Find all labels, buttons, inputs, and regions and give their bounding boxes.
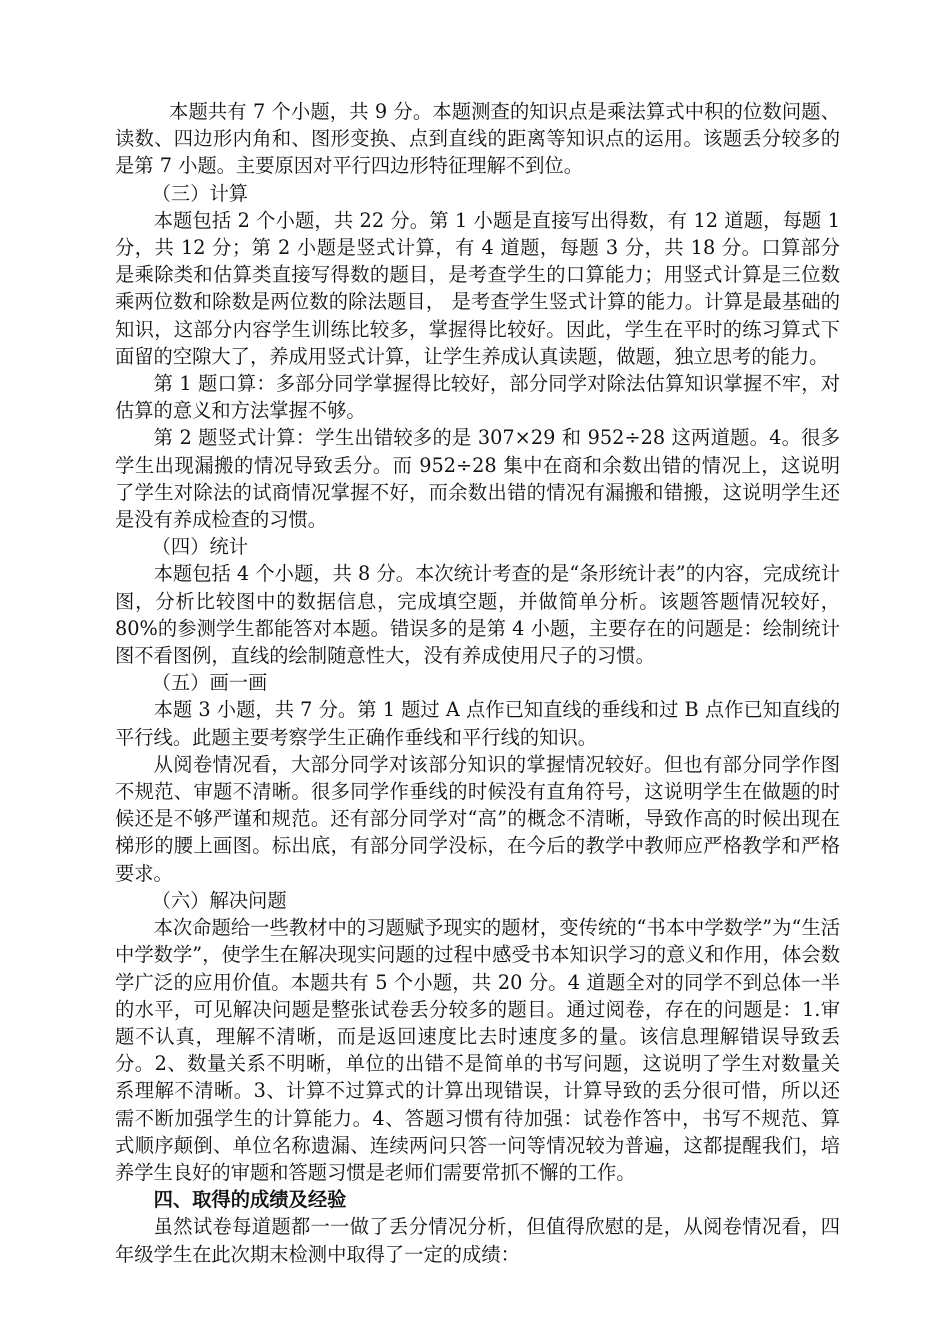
section-heading-drawing: （五）画一画 [151,671,268,695]
part-four-heading: 四、取得的成绩及经验 [153,1188,347,1212]
calculation-paragraph-vertical: 第 2 题竖式计算：学生出错较多的是 307×29 和 952÷28 这两道题。4。很多学生出现漏搬的情况导致丢分。而 952÷28 集中在商和余数出错的情况上，这说明了学生对除法的试商情况掌握不好，而余数出错的情况有漏搬和错搬，这说明学生还是没有养成检查的习惯。 [115,426,840,532]
section-heading-calculation: （三）计算 [151,181,249,205]
statistics-paragraph: 本题包括 4 个小题，共 8 分。本次统计考查的是“条形统计表”的内容，完成统计图，分析比较图中的数据信息，完成填空题，并做简单分析。该题答题情况较好，80%的参测学生都能答对本题。错误多的是第 4 小题，主要存在的问题是：绘制统计图不看图例，直线的绘制随意性大，没有养成使用尺子的习惯。 [115,562,840,668]
problem-solving-paragraph: 本次命题给一些教材中的习题赋予现实的题材，变传统的“书本中学数学”为“生活中学数学”，使学生在解决现实问题的过程中感受书本知识学习的意义和作用，体会数学广泛的应用价值。本题共有 5 个小题，共 20 分。4 道题全对的同学不到总体一半的水平，可见解决问题是整张试卷丢分较多的题目。通过阅卷，存在的问题是：1.审题不认真，理解不清晰，而是返回速度比去时速度多的量。该信息理解错误导致丢分。2、数量关系不明晰，单位的出错不是简单的书写问题，这说明了学生对数量关系理解不清晰。3、计算不过算式的计算出现错误，计算导致的丢分很可惜，所以还需不断加强学生的计算能力。4、答题习惯有待加强：试卷作答中，书写不规范、算式顺序颠倒、单位名称遗漏、连续两问只答一问等情况较为普遍，这都提醒我们，培养学生良好的审题和答题习惯是老师们需要常抓不懈的工作。 [115,916,840,1184]
calculation-paragraph-overview: 本题包括 2 个小题，共 22 分。第 1 小题是直接写出得数，有 12 道题，每题 1 分，共 12 分；第 2 小题是竖式计算，有 4 道题，每题 3 分，共 18 分。口算部分是乘除类和估算类直接写得数的题目，是考查学生的口算能力；用竖式计算是三位数乘两位数和除数是两位数的除法题目， 是考查学生竖式计算的能力。计算是最基础的知识，这部分内容学生训练比较多，掌握得比较好。因此，学生在平时的练习算式下面留的空隙大了，养成用竖式计算，让学生养成认真读题，做题，独立思考的能力。 [115,208,840,368]
drawing-paragraph-overview: 本题 3 小题，共 7 分。第 1 题过 A 点作已知直线的垂线和过 B 点作已知直线的平行线。此题主要考察学生正确作垂线和平行线的知识。 [115,698,840,749]
intro-paragraph: 本题共有 7 个小题，共 9 分。本题测查的知识点是乘法算式中积的位数问题、读数、四边形内角和、图形变换、点到直线的距离等知识点的运用。该题丢分较多的是第 7 小题。主要原因对平行四边形特征理解不到位。 [115,100,840,178]
document-page [115,98,840,1268]
drawing-paragraph-analysis: 从阅卷情况看，大部分同学对该部分知识的掌握情况较好。但也有部分同学作图不规范、审题不清晰。很多同学作垂线的时候没有直角符号，这说明学生在做题的时候还是不够严谨和规范。还有部分同学对“高”的概念不清晰，导致作高的时候出现在梯形的腰上画图。标出底，有部分同学没标，在今后的教学中教师应严格教学和严格要求。 [115,752,840,885]
section-heading-statistics: （四）统计 [151,535,249,559]
section-heading-problem-solving: （六）解决问题 [151,888,287,912]
calculation-paragraph-oral: 第 1 题口算：多部分同学掌握得比较好，部分同学对除法估算知识掌握不牢，对估算的意义和方法掌握不够。 [115,372,840,423]
part-four-paragraph: 虽然试卷每道题都一一做了丢分情况分析，但值得欣慰的是，从阅卷情况看，四年级学生在此次期末检测中取得了一定的成绩： [115,1215,840,1266]
